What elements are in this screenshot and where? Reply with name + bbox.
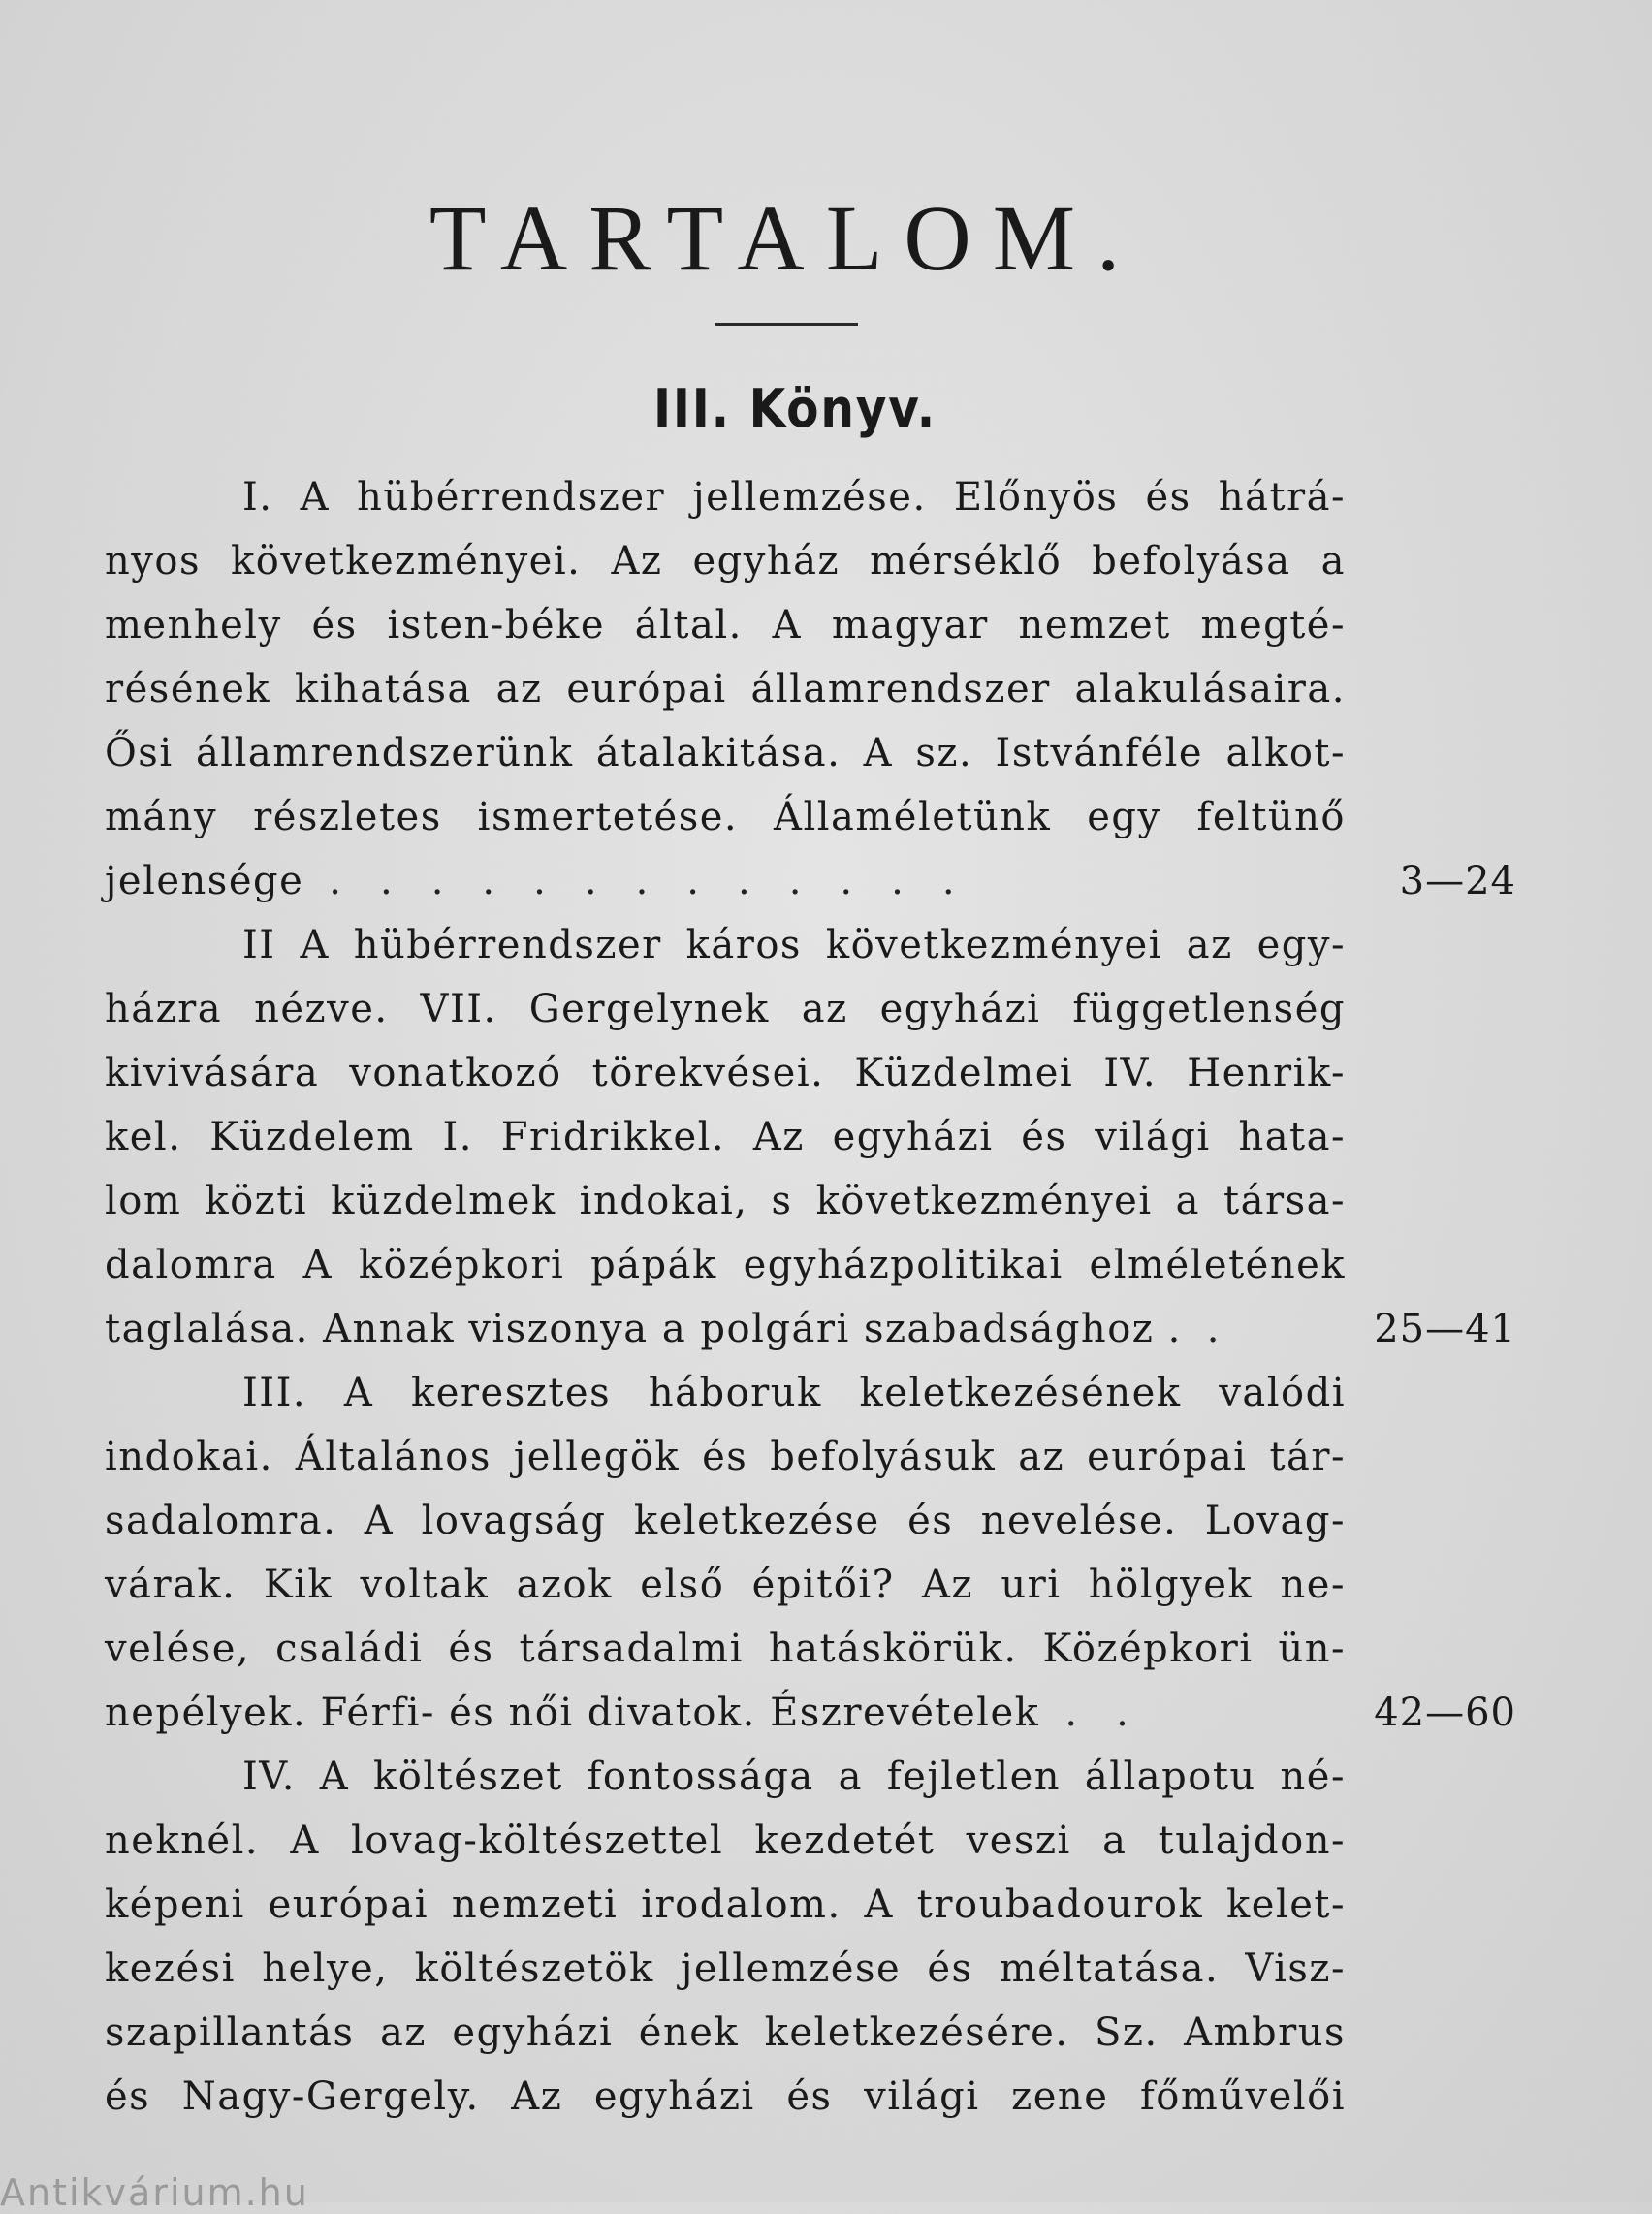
- toc-line: velése, családi és társadalmi hatáskörük. Középkori ün-: [105, 1627, 1346, 1671]
- toc-entry-2: [105, 913, 1516, 1361]
- toc-line: mány részletes ismertetése. Államéletünk egy feltünő: [105, 795, 1346, 839]
- toc-line: lom közti küzdelmek indokai, s következményei a társa-: [105, 1179, 1346, 1223]
- toc-line: szapillantás az egyházi ének keletkezésére. Sz. Ambrus: [105, 2010, 1346, 2055]
- toc-line: Ősi államrendszerünk átalakitása. A sz. Istvánféle alkot-: [105, 731, 1346, 775]
- toc-entry-3: [105, 1361, 1516, 1745]
- toc-entry-4: [105, 1745, 1346, 2129]
- toc-line: résének kihatása az európai államrendszer alakulásaira.: [105, 667, 1346, 712]
- toc-line: I. A hübérrendszer jellemzése. Előnyös és hátrá-: [242, 475, 1346, 520]
- toc-line: kezési helye, költészetök jellemzése és méltatása. Visz-: [105, 1946, 1346, 1991]
- toc-line: dalomra A középkori pápák egyházpolitikai elméletének: [105, 1243, 1346, 1287]
- toc-line: II A hübérrendszer káros következményei az egy-: [242, 923, 1346, 967]
- toc-line: sadalomra. A lovagság keletkezése és nevelése. Lovag-: [105, 1499, 1346, 1543]
- leader-dots: .: [1206, 1307, 1258, 1351]
- page-title: TARTALOM.: [429, 186, 1142, 290]
- book-heading: III. Könyv.: [652, 378, 937, 439]
- toc-line: III. A keresztes háboruk keletkezésének valódi: [242, 1371, 1346, 1415]
- toc-entry-1: [105, 465, 1516, 913]
- toc-line: házra nézve. VII. Gergelynek az egyházi függetlenség: [105, 987, 1346, 1031]
- table-of-contents: [105, 465, 1516, 2129]
- toc-line-last: [105, 849, 1346, 913]
- toc-line: nepélyek. Férfi- és női divatok. Észrevételek: [105, 1691, 1040, 1735]
- toc-line: kel. Küzdelem I. Fridrikkel. Az egyházi és világi hata-: [105, 1115, 1346, 1159]
- toc-line: indokai. Általános jellegök és befolyásuk az európai tár-: [105, 1435, 1346, 1479]
- toc-line: nyos következményei. Az egyház mérséklő befolyása a: [105, 539, 1346, 584]
- toc-line-last: [105, 1681, 1346, 1745]
- toc-line-last: [105, 1297, 1346, 1361]
- page-range: 3—24: [1399, 859, 1516, 903]
- page-range: 42—60: [1374, 1691, 1516, 1735]
- toc-line: IV. A költészet fontossága a fejletlen állapotu né-: [242, 1755, 1346, 1799]
- toc-line: taglalása. Annak viszonya a polgári szabadsághoz .: [105, 1307, 1182, 1351]
- watermark-text: Antikvárium.hu: [0, 2171, 309, 2214]
- leader-dots: .............: [329, 859, 994, 903]
- toc-line: kivivására vonatkozó törekvései. Küzdelmei IV. Henrik-: [105, 1051, 1346, 1095]
- title-divider: [715, 323, 858, 326]
- toc-line: neknél. A lovag-költészettel kezdetét veszi a tulajdon-: [105, 1819, 1346, 1863]
- toc-line: képeni európai nemzeti irodalom. A troubadourok kelet-: [105, 1882, 1346, 1927]
- toc-line: menhely és isten-béke által. A magyar nemzet megté-: [105, 603, 1346, 648]
- toc-line: várak. Kik voltak azok első épitői? Az uri hölgyek ne-: [105, 1563, 1346, 1607]
- toc-line: és Nagy-Gergely. Az egyházi és világi zene főművelői: [105, 2074, 1346, 2119]
- toc-line: jelensége: [105, 859, 304, 903]
- page-range: 25—41: [1374, 1307, 1516, 1351]
- leader-dots: ..: [1064, 1691, 1167, 1735]
